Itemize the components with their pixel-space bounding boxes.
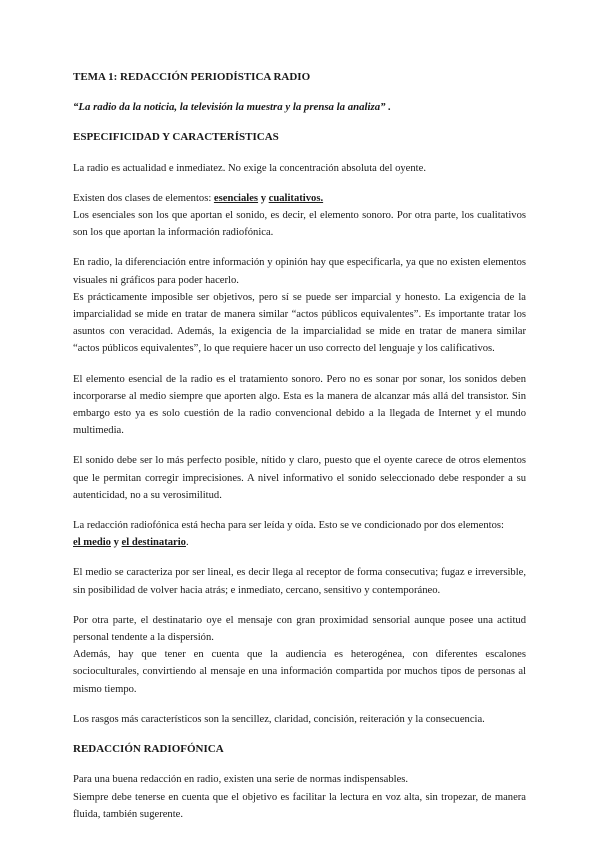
term-el-medio: el medio <box>73 537 111 549</box>
term-esenciales: esenciales <box>213 192 259 204</box>
document-title: TEMA 1: REDACCIÓN PERIODÍSTICA RADIO <box>73 71 311 83</box>
paragraph: El elemento esencial de la radio es el tratamiento sonoro. Pero no es sonar por sonar, los sonidos deben incorporarse al medio siempre que aporten algo. Esta es la manera de alcanzar más allá del transistor. Sin embargo esto ya es solo cuestión de la radio convencional debido a la llegada de Internet y el mundo multimedia. <box>73 373 526 437</box>
paragraph-line: Siempre debe tenerse en cuenta que el objetivo es facilitar la lectura en voz alta, sin tropezar, de manera fluida, también sugerente. <box>73 791 526 820</box>
paragraph-imparcialidad <box>73 254 526 357</box>
section-heading-redaccion: REDACCIÓN RADIOFÓNICA <box>73 743 224 756</box>
inline-text: Existen dos clases de elementos: <box>73 192 214 204</box>
inline-text: . <box>185 537 189 549</box>
paragraph: Los rasgos más característicos son la sencillez, claridad, concisión, reiteración y la consecuencia. <box>73 713 485 725</box>
paragraph: El medio se caracteriza por ser lineal, es decir llega al receptor de forma consecutiva; fugaz e irreversible, sin posibilidad de volver hacia atrás; e inmediato, cercano, sensitivo y contemporáneo. <box>73 567 526 596</box>
paragraph-line: Por otra parte, el destinatario oye el mensaje con gran proximidad sensorial aunque posee una actitud personal tendente a la dispersión. <box>73 614 526 644</box>
inline-text: y <box>258 192 269 204</box>
paragraph-line: Es prácticamente imposible ser objetivos, pero sí se puede ser imparcial y honesto. La exigencia de la imparcialidad se mide en tratar de manera similar “actos públicos equivalentes”. Es importante tratar los asuntos con veracidad. Además, la exigencia de la imparcialidad se mide en tratar de manera similar “actos públicos equivalentes”, lo que requiere hacer un uso correcto del lenguaje y los calificativos. <box>73 291 526 355</box>
epigraph-quote: “La radio da la noticia, la televisión la muestra y la prensa la analiza” . <box>73 101 391 114</box>
term-el-destinatario: el destinatario <box>121 537 186 549</box>
term-cualitativos: cualitativos. <box>268 192 324 204</box>
paragraph-destinatario <box>73 612 526 698</box>
page-content <box>73 69 526 823</box>
paragraph-condicionantes <box>73 517 526 551</box>
paragraph: El sonido debe ser lo más perfecto posible, nítido y claro, puesto que el oyente carece de otros elementos que le permitan corregir imprecisiones. A nivel informativo el sonido seleccionado debe responder a su autenticidad, no a su verosimilitud. <box>73 455 526 501</box>
paragraph-normas <box>73 771 526 823</box>
inline-text: y <box>110 537 122 549</box>
paragraph-line <box>73 534 526 551</box>
paragraph-line: Para una buena redacción en radio, existen una serie de normas indispensables. <box>73 774 409 786</box>
paragraph-line: La redacción radiofónica está hecha para ser leída y oída. Esto se ve condicionado por dos elementos: <box>73 520 504 532</box>
paragraph-line <box>73 190 526 207</box>
paragraph-line: En radio, la diferenciación entre información y opinión hay que especificarla, ya que no existen elementos visuales ni gráficos para poder hacerlo. <box>73 257 526 286</box>
paragraph-line: Además, hay que tener en cuenta que la audiencia es heterogénea, con diferentes escalones socioculturales, convirtiendo al mensaje en una información compartida por muchos tipos de personas al mismo tiempo. <box>73 649 526 695</box>
paragraph: La radio es actualidad e inmediatez. No exige la concentración absoluta del oyente. <box>73 162 426 174</box>
paragraph-elementos <box>73 190 526 242</box>
paragraph-line: Los esenciales son los que aportan el sonido, es decir, el elemento sonoro. Por otra parte, los cualitativos son los que aportan la información radiofónica. <box>73 210 526 239</box>
section-heading-especificidad: ESPECIFICIDAD Y CARACTERÍSTICAS <box>73 131 279 144</box>
